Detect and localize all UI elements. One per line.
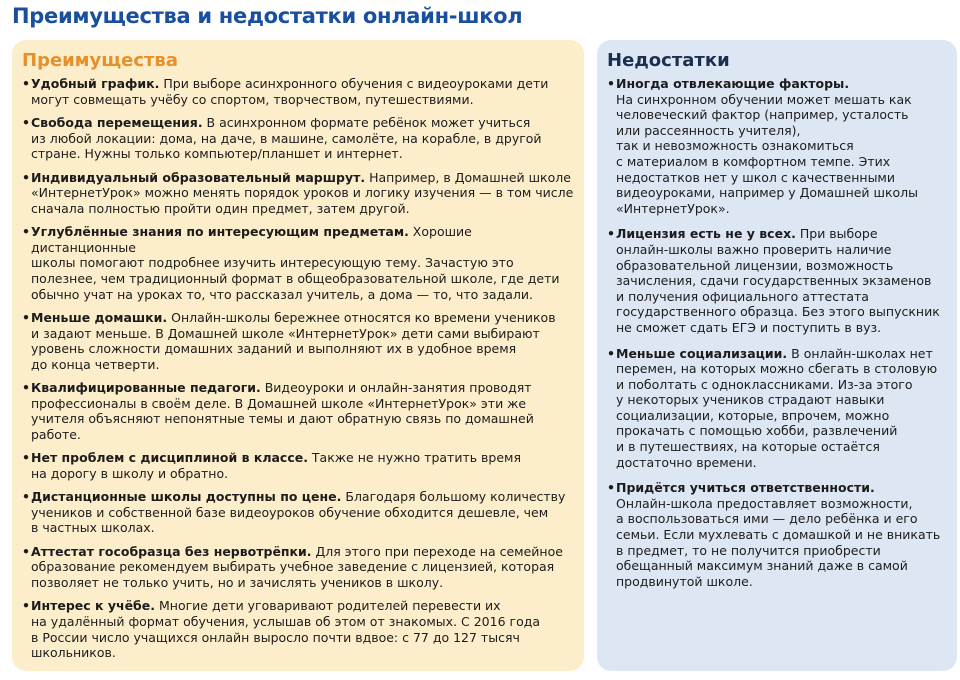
advantage-item-text: В асинхронном формате ребёнок может учиться из любой локации: дома, на даче, в машине, самолёте, на корабле, в другой стране. Нужны только компьютер/планшет и интернет. [31,114,542,162]
disadvantages-panel [597,40,957,671]
advantage-item [22,76,574,107]
bullet-icon: • [22,598,30,614]
advantage-item [22,170,574,217]
advantage-item-text: Например, в Домашней школе «ИнтернетУрок» можно менять порядок уроков и логику изучения — в том числе сначала полностью пройти один предмет, затем другой. [31,169,574,216]
advantage-item-title: Меньше домашки. [31,309,168,325]
disadvantage-item-text: При выборе онлайн-школы важно проверить наличие образовательной лицензии, возможность зачисления, сдачи государственных экзаменов и получения официального аттестата государственного образца. Без этого выпускник не сможет сдать ЕГЭ и поступить в вуз. [616,226,940,335]
advantage-item-title: Индивидуальный образовательный маршрут. [31,169,366,185]
advantage-item-title: Дистанционные школы доступны по цене. [31,489,342,505]
advantage-item-title: Свобода перемещения. [31,114,203,130]
bullet-icon: • [22,543,30,559]
bullet-icon: • [22,76,30,91]
advantage-item-text: Для этого при переходе на семейное образование рекомендуем выбирать учебное заведение с лицензией, которая позволяет не только учить, но и зачислять учеников в школу. [31,543,563,590]
advantage-item-text: Онлайн-школы бережнее относятся ко времени учеников и задают меньше. В Домашней школе «ИнтернетУрок» дети сами выбирают уровень сложности домашних заданий и выполняют их в удобное время до конца четверти. [31,309,556,372]
advantages-list [22,76,574,661]
advantage-item-text: Многие дети уговаривают родителей перевести их на удалённый формат обучения, услышав об этом от знакомых. С 2016 года в России число учащихся онлайн выросло почти вдвое: с 77 до 127 тысяч школьников. [31,598,541,661]
bullet-icon: • [22,450,30,466]
bullet-icon: • [22,380,30,396]
disadvantage-item-title: Лицензия есть не у всех. [616,226,796,242]
advantage-item [22,450,574,481]
advantage-item-title: Удобный график. [31,76,160,91]
advantage-item-title: Нет проблем с дисциплиной в классе. [31,450,308,466]
disadvantage-item [607,226,949,335]
advantage-item [22,224,574,302]
disadvantage-item-title: Придётся учиться ответственности. [616,480,875,496]
advantage-item [22,115,574,162]
bullet-icon: • [22,309,30,325]
advantage-item-title: Углублённые знания по интересующим предметам. [31,224,409,240]
advantage-item-text: Благодаря большому количеству учеников и собственной базе видеоуроков обучение обходится дешевле, чем в частных школах. [31,489,566,536]
disadvantage-item-text: На синхронном обучении может мешать как человеческий фактор (например, усталость или рассеянность учителя), так и невозможность ознакомиться с материалом в комфортном темпе. Этих недостатков нет у школ с качественными видеоуроками, например у Домашней школы «ИнтернетУрок». [616,91,919,216]
bullet-icon: • [22,114,30,130]
advantages-panel [12,40,584,671]
disadvantage-item-text: В онлайн-школах нет перемен, на которых можно сбегать в столовую и поболтать с одноклассниками. Из-за этого у некоторых учеников страдают навыки социализации, которые, впрочем, можно прокачать с помощью хобби, развлечений и в путешествиях, на которые остаётся достаточно времени. [616,345,938,470]
bullet-icon: • [607,226,615,242]
advantage-item-title: Квалифицированные педагоги. [31,380,261,396]
advantage-item [22,380,574,442]
disadvantages-list [607,76,949,589]
bullet-icon: • [22,169,30,185]
advantage-item-text: При выборе асинхронного обучения с видеоуроками дети могут совмещать учёбу со спортом, творчеством, путешествиями. [31,76,549,107]
bullet-icon: • [607,345,615,361]
bullet-icon: • [22,489,30,505]
disadvantage-item [607,76,949,216]
advantage-item [22,598,574,660]
disadvantage-item [607,480,949,589]
disadvantage-item [607,346,949,471]
advantage-item-text: Также не нужно тратить время на дорогу в школу и обратно. [31,450,522,481]
disadvantage-item-title: Меньше социализации. [616,345,788,361]
disadvantages-heading: Недостатки [607,50,730,71]
bullet-icon: • [22,224,30,240]
advantage-item-title: Аттестат гособразца без нервотрёпки. [31,543,312,559]
disadvantage-item-text: Онлайн-школа предоставляет возможности, а воспользоваться ими — дело ребёнка и его семьи. Если мухлевать с домашкой и не вникать в предмет, то не получится приобрести обещанный максимум знаний даже в самой продвинутой школе. [616,495,941,589]
advantage-item [22,310,574,372]
advantage-item [22,489,574,536]
advantage-item-title: Интерес к учёбе. [31,598,156,614]
advantage-item-text: Видеоуроки и онлайн-занятия проводят профессионалы в своём деле. В Домашней школе «ИнтернетУрок» эти же учителя объясняют непонятные темы и дают обратную связь по домашней работе. [31,380,534,442]
bullet-icon: • [607,480,615,496]
advantage-item [22,544,574,591]
advantage-item-text: Хорошие дистанционные школы помогают подробнее изучить интересующую тему. Зачастую это полезнее, чем традиционный формат в общеобразовательной школе, где дети обычно учат на уроках то, что рассказал учитель, а дома — то, что задали. [31,224,560,302]
disadvantage-item-title: Иногда отвлекающие факторы. [616,76,850,91]
page-title: Преимущества и недостатки онлайн-школ [12,4,523,28]
bullet-icon: • [607,76,615,91]
advantages-heading: Преимущества [22,50,178,71]
